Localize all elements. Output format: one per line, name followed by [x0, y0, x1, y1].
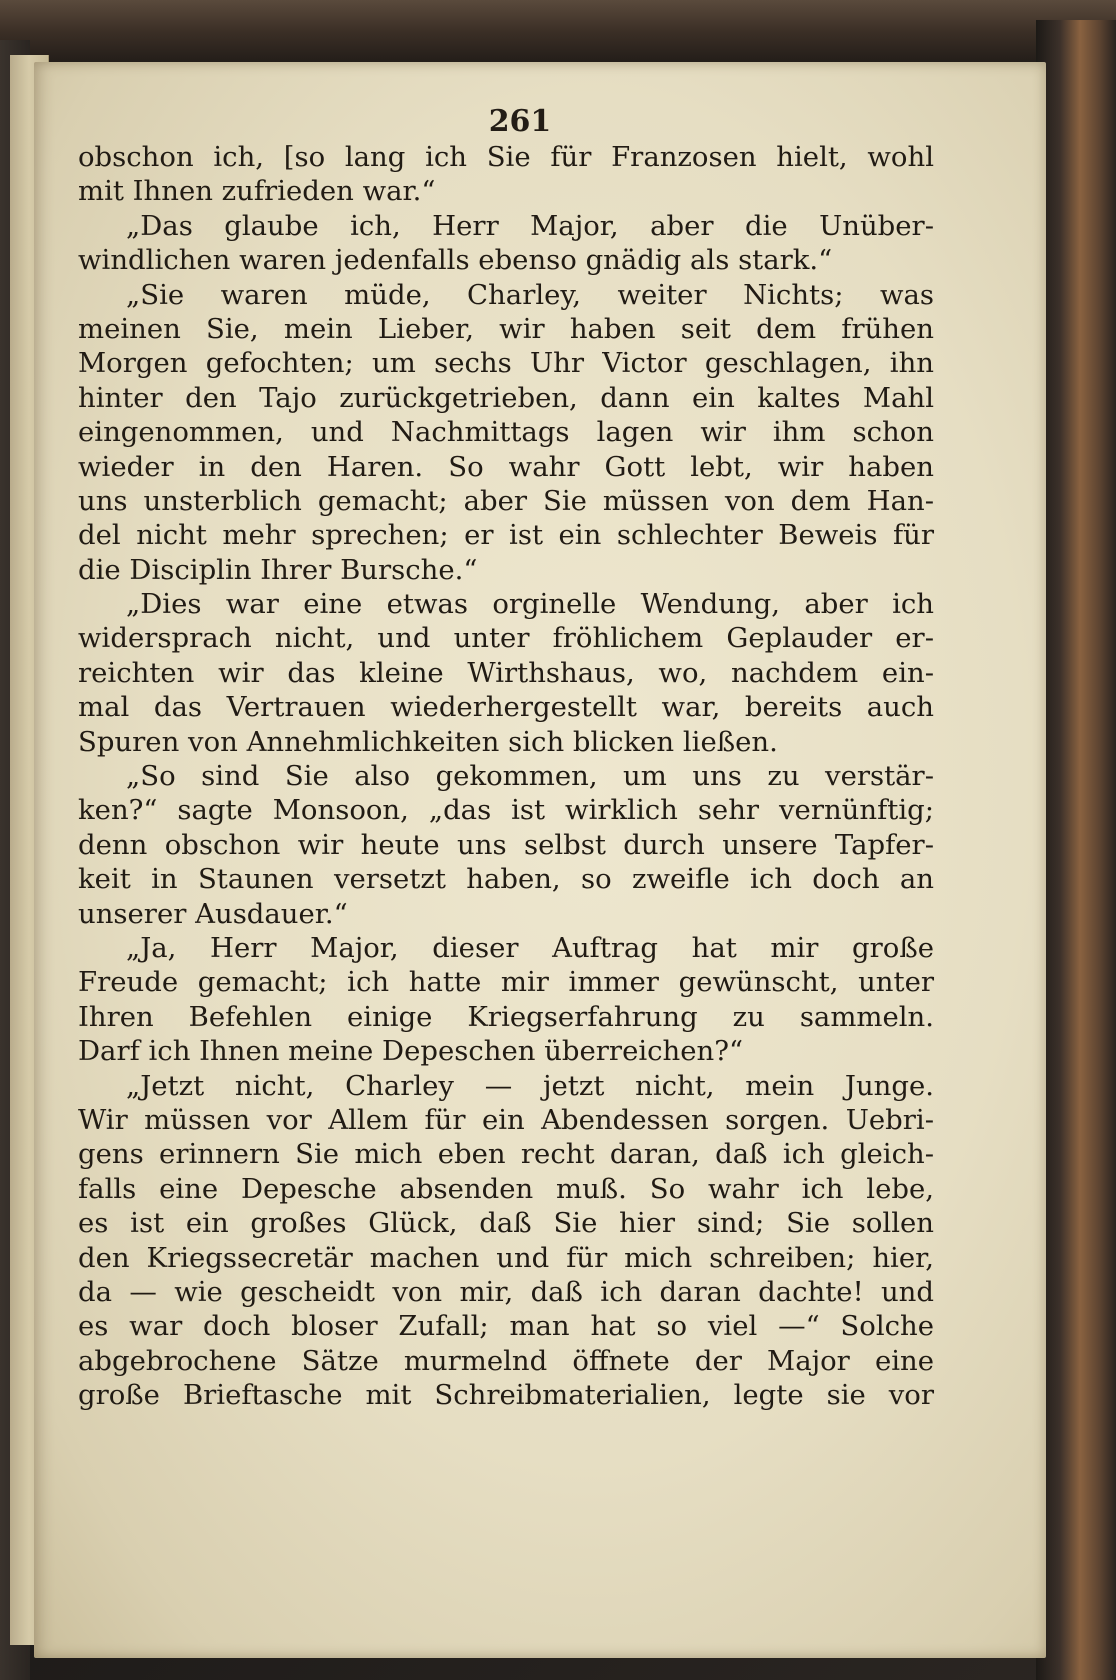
- text-line: Morgen gefochten; um sechs Uhr Victor geschlagen, ihn: [78, 347, 934, 380]
- text-line: mit Ihnen zufrieden war.“: [78, 175, 436, 208]
- text-line: del nicht mehr sprechen; er ist ein schlechter Beweis für: [78, 519, 934, 552]
- text-line: den Kriegssecretär machen und für mich schreiben; hier,: [78, 1241, 934, 1274]
- text-line: hinter den Tajo zurückgetrieben, dann ein kaltes Mahl: [78, 381, 934, 414]
- text-line: windlichen waren jedenfalls ebenso gnädig als stark.“: [78, 244, 833, 277]
- page-number: 261: [488, 104, 552, 139]
- text-line: Ihren Befehlen einige Kriegserfahrung zu sammeln.: [78, 1000, 934, 1033]
- text-line: „So sind Sie also gekommen, um uns zu verstär-: [126, 760, 934, 793]
- text-line: keit in Staunen versetzt haben, so zweifle ich doch an: [78, 863, 934, 896]
- text-line: „Ja, Herr Major, dieser Auftrag hat mir große: [126, 931, 934, 964]
- text-line: eingenommen, und Nachmittags lagen wir ihm schon: [78, 416, 934, 449]
- text-line: gens erinnern Sie mich eben recht daran, daß ich gleich-: [78, 1138, 934, 1171]
- text-line: widersprach nicht, und unter fröhlichem Geplauder er-: [78, 622, 934, 655]
- text-line: große Brieftasche mit Schreibmaterialien, legte sie vor: [78, 1379, 934, 1412]
- text-line: die Disciplin Ihrer Bursche.“: [78, 553, 478, 586]
- text-line: Freude gemacht; ich hatte mir immer gewünscht, unter: [78, 966, 934, 999]
- text-line: denn obschon wir heute uns selbst durch unsere Tapfer-: [78, 828, 934, 861]
- text-line: Darf ich Ihnen meine Depeschen überreichen?“: [78, 1035, 744, 1068]
- page-text: [78, 140, 934, 1412]
- text-line: es war doch bloser Zufall; man hat so viel —“ Solche: [78, 1310, 934, 1343]
- text-line: ken?“ sagte Monsoon, „das ist wirklich sehr vernünftig;: [78, 794, 934, 827]
- text-line: „Sie waren müde, Charley, weiter Nichts; was: [126, 278, 934, 311]
- text-line: da — wie gescheidt von mir, daß ich daran dachte! und: [78, 1275, 934, 1308]
- text-line: falls eine Depesche absenden muß. So wahr ich lebe,: [78, 1172, 934, 1205]
- text-line: es ist ein großes Glück, daß Sie hier sind; Sie sollen: [78, 1207, 934, 1240]
- book-cover-right: [1036, 20, 1116, 1680]
- text-line: „Das glaube ich, Herr Major, aber die Unüber-: [126, 209, 934, 242]
- text-line: obschon ich, [so lang ich Sie für Franzosen hielt, wohl: [78, 141, 934, 173]
- text-line: meinen Sie, mein Lieber, wir haben seit dem frühen: [78, 312, 934, 345]
- text-line: „Jetzt nicht, Charley — jetzt nicht, mein Junge.: [126, 1069, 934, 1102]
- text-line: abgebrochene Sätze murmelnd öffnete der Major eine: [78, 1344, 934, 1377]
- text-line: Wir müssen vor Allem für ein Abendessen sorgen. Uebri-: [78, 1103, 934, 1136]
- text-line: uns unsterblich gemacht; aber Sie müssen von dem Han-: [78, 484, 934, 517]
- text-line: Spuren von Annehmlichkeiten sich blicken ließen.: [78, 725, 778, 758]
- text-line: mal das Vertrauen wiederhergestellt war, bereits auch: [78, 691, 934, 724]
- text-line: unserer Ausdauer.“: [78, 897, 348, 930]
- text-line: wieder in den Haren. So wahr Gott lebt, wir haben: [78, 450, 934, 483]
- book-cover-top: [0, 0, 1116, 70]
- text-line: „Dies war eine etwas orginelle Wendung, aber ich: [126, 588, 934, 621]
- text-line: reichten wir das kleine Wirthshaus, wo, nachdem ein-: [78, 656, 934, 689]
